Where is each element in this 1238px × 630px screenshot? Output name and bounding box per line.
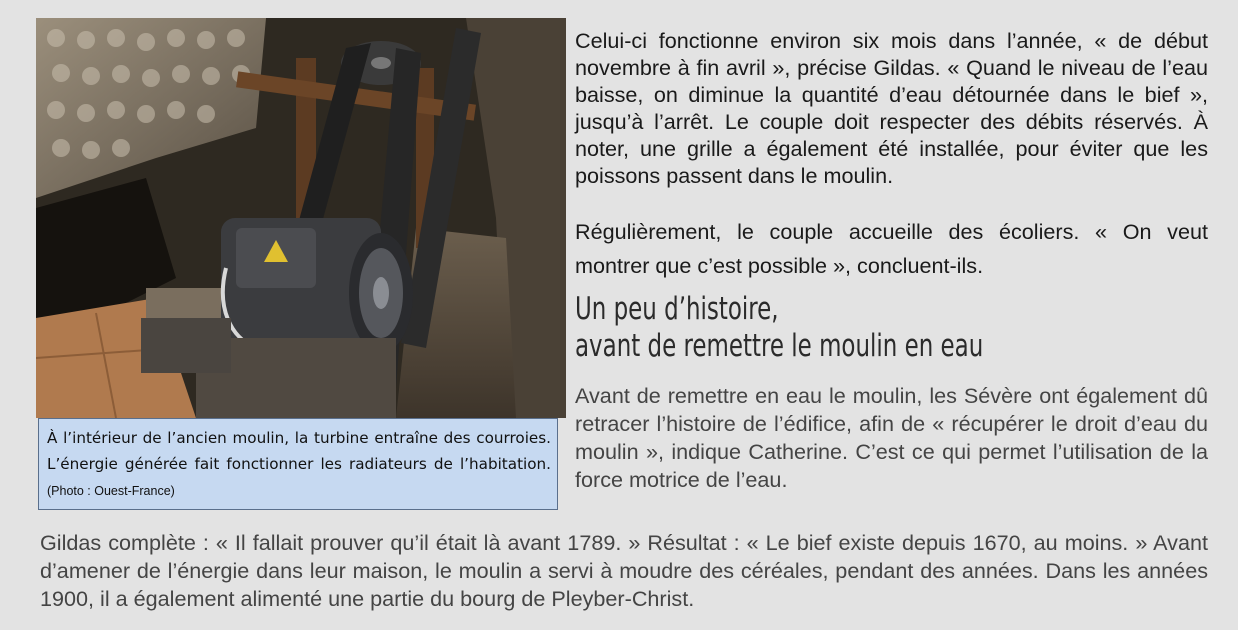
article-paragraph-1: Celui-ci fonctionne environ six mois dans l’année, « de début novembre à fin avril », précise Gildas. « Quand le niveau de l’eau baisse, on diminue la quantité d’eau détournée dans le bief », jusqu’à l’arrêt. Le couple doit respecter des débits réservés. À noter, une grille a également été installée, pour éviter que les poissons passent dans le moulin. xyxy=(575,28,1208,188)
article-paragraph-2: Régulièrement, le couple accueille des écoliers. « On veut montrer que c’est possible », concluent-ils. xyxy=(575,219,1208,278)
section-heading-line-2: avant de remettre le moulin en eau xyxy=(575,328,984,364)
section-heading-line-1: Un peu d’histoire, xyxy=(575,291,779,327)
turbine-photo xyxy=(36,18,566,418)
article-paragraph-3: Avant de remettre en eau le moulin, les Sévère ont également dû retracer l’histoire de l’édifice, afin de « récupérer le droit d’eau du moulin », indique Catherine. C’est ce qui permet l’utilisation de la force motrice de l’eau. xyxy=(575,383,1208,492)
photo-credit: (Photo : Ouest-France) xyxy=(47,484,175,498)
section-heading xyxy=(575,291,1049,365)
caption-text: À l’intérieur de l’ancien moulin, la turbine entraîne des courroies. L’énergie générée fait fonctionner les radiateurs de l’habitation. xyxy=(47,429,551,473)
article-paragraph-4: Gildas complète : « Il fallait prouver qu’il était là avant 1789. » Résultat : « Le bief existe depuis 1670, au moins. » Avant d’amener de l’énergie dans leur maison, le moulin a servi à moudre des céréales, pendant des années. Dans les années 1900, il a également alimenté une partie du bourg de Pleyber-Christ. xyxy=(40,530,1208,611)
turbine-illustration xyxy=(36,18,566,418)
photo-caption xyxy=(38,418,558,510)
